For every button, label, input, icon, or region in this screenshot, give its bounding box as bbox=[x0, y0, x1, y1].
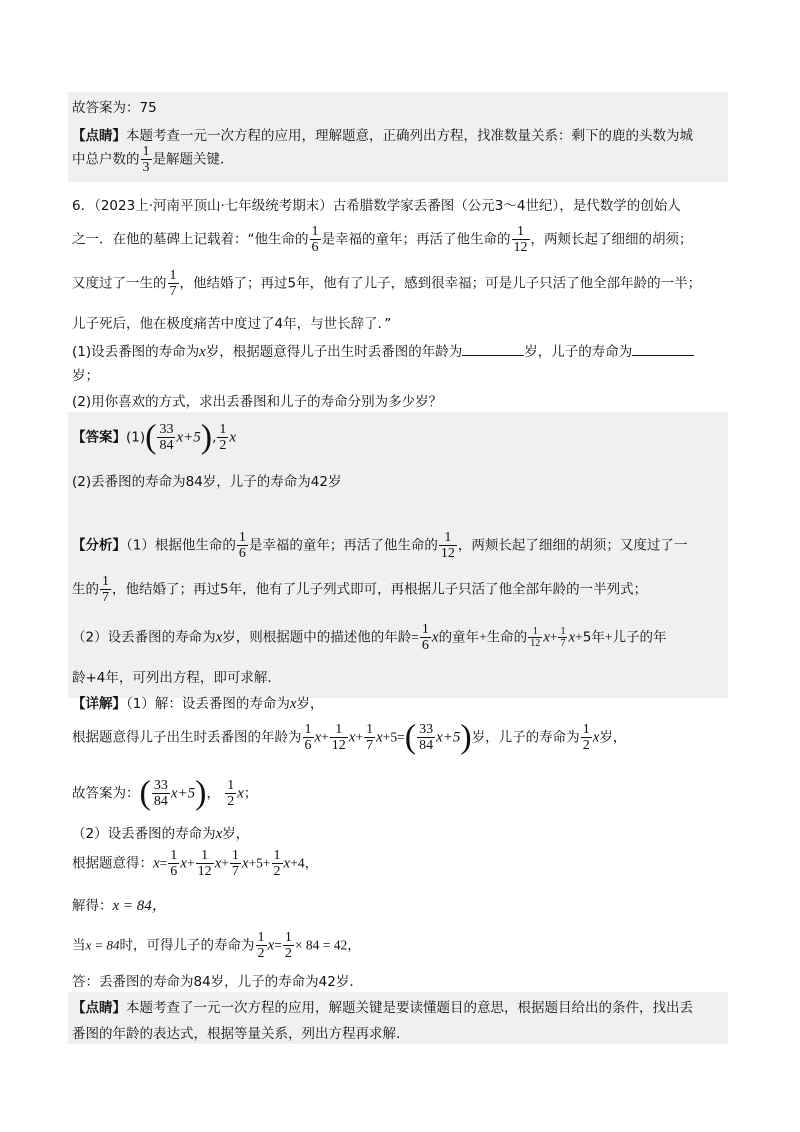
fraction-one-sixth bbox=[303, 722, 314, 753]
frac-num: 33 bbox=[153, 778, 168, 793]
q6-part1-end bbox=[72, 364, 99, 384]
var-x: x bbox=[215, 629, 223, 646]
frac-num: 1 bbox=[560, 626, 566, 637]
frac-num: 1 bbox=[304, 722, 312, 737]
var-x: x bbox=[568, 629, 576, 646]
expr-tail: x+5 bbox=[176, 429, 201, 446]
frac-den: 6 bbox=[170, 864, 178, 879]
fraction-one-seventh bbox=[168, 268, 179, 299]
analysis-line1 bbox=[72, 530, 687, 561]
var-x: x bbox=[180, 855, 187, 872]
analysis-a1a: （1）根据他生命的 bbox=[126, 537, 236, 554]
fraction-one-twelfth bbox=[196, 848, 214, 879]
comma: ， bbox=[206, 785, 225, 802]
frac-num: 1 bbox=[231, 848, 239, 863]
frac-den: 2 bbox=[273, 864, 281, 879]
q6-part2 bbox=[72, 390, 442, 410]
var-x: x bbox=[215, 826, 223, 842]
analysis-a1b: 是幸福的童年；再活了他生命的 bbox=[248, 537, 438, 554]
detail-d4a: （2）设丢番图的寿命为 bbox=[72, 826, 216, 842]
fraction-one-seventh-small bbox=[558, 626, 567, 649]
fraction-one-seventh bbox=[364, 722, 375, 753]
analysis-tag: 【分析】 bbox=[72, 537, 126, 554]
detail-d6b: x = 84， bbox=[112, 898, 167, 914]
fraction-one-half bbox=[256, 930, 267, 961]
frac-num: 1 bbox=[238, 530, 246, 545]
paren-open: ( bbox=[145, 418, 157, 456]
frac-den: 3 bbox=[142, 160, 150, 175]
frac-den: 2 bbox=[219, 438, 227, 453]
prev-answer-line bbox=[72, 96, 157, 116]
frac-den: 12 bbox=[440, 546, 455, 561]
q6-p1d: 岁； bbox=[72, 368, 99, 384]
answer-line2 bbox=[72, 470, 341, 490]
q6-text-l2b: 是幸福的童年；再活了他生命的 bbox=[321, 231, 511, 248]
frac-num: 1 bbox=[102, 574, 109, 589]
var-x: x bbox=[267, 937, 275, 954]
frac-den: 6 bbox=[311, 240, 319, 255]
q6-part1 bbox=[72, 340, 694, 361]
frac-den: 7 bbox=[366, 738, 374, 753]
expr-tail: x+5 bbox=[436, 729, 461, 746]
paren-close: ) bbox=[200, 418, 213, 456]
q6-number: 6． bbox=[72, 198, 95, 214]
var-x: x bbox=[289, 696, 297, 712]
frac-den: 7 bbox=[231, 864, 239, 879]
detail-line7: 当x = 84时，可得儿子的寿命为 $\frac{1}{2}$ x= $\frac{1}{2}$ × 84 = 42， bbox=[72, 930, 361, 961]
frac-den: 7 bbox=[169, 284, 177, 299]
comma: , bbox=[212, 429, 217, 446]
var-x: x bbox=[153, 855, 160, 872]
fraction-one-sixth bbox=[420, 622, 431, 653]
frac-den: 84 bbox=[419, 738, 434, 753]
comment-c1: 本题考查了一元一次方程的应用，解题关键是要读懂题目的意思，根据题目给出的条件，找出丢 bbox=[126, 1000, 693, 1016]
frac-num: 1 bbox=[142, 144, 150, 159]
fraction-one-half bbox=[272, 848, 283, 879]
analysis-line4 bbox=[72, 666, 281, 686]
prev-comment-tag: 【点睛】 bbox=[72, 128, 126, 144]
semicolon: ； bbox=[243, 785, 258, 802]
frac-num: 1 bbox=[227, 778, 235, 793]
prev-comment-text: 本题考查一元一次方程的应用，理解题意，正确列出方程，找准数量关系：剩下的鹿的头数为城 bbox=[126, 128, 693, 144]
detail-d2c: 岁， bbox=[599, 729, 627, 746]
q6-text-l2c: ，两颊长起了细细的胡须； bbox=[530, 231, 693, 248]
frac-num: 1 bbox=[219, 422, 227, 437]
prev-comment-line2 bbox=[72, 144, 234, 175]
frac-num: 1 bbox=[439, 530, 457, 546]
expr-tail: x+5 bbox=[170, 785, 196, 802]
var-x: x bbox=[376, 729, 383, 746]
frac-den: 6 bbox=[421, 638, 429, 653]
answer-blank-2 bbox=[632, 343, 694, 356]
frac-den: 2 bbox=[582, 738, 590, 753]
paren-close: ) bbox=[460, 718, 472, 756]
frac-den: 84 bbox=[153, 794, 168, 809]
q6-text-l3b: ，他结婚了；再过5年，他有了儿子，感到很幸福；可是儿子只活了他全部年龄的一半； bbox=[179, 275, 702, 292]
frac-num: 1 bbox=[512, 224, 530, 240]
detail-line1 bbox=[72, 692, 324, 713]
q6-line2 bbox=[72, 224, 693, 255]
detail-d2b: 岁，儿子的寿命为 bbox=[471, 729, 580, 746]
frac-den: 12 bbox=[513, 240, 528, 255]
detail-line2: 根据题意得儿子出生时丢番图的年龄为 $\frac{1}{6}$ x+ $\frac{1}{12}$ x+ $\frac{1}{7}$ x+5=( $\frac{33}{84}$ x+5)岁，儿子的寿命为 $\frac{1}{2}$ x岁， bbox=[72, 718, 627, 756]
q6-p2: (2)用你喜欢的方式，求出丢番图和儿子的寿命分别为多少岁？ bbox=[72, 394, 443, 410]
detail-d6a: 解得： bbox=[72, 898, 113, 914]
frac-num: 1 bbox=[528, 626, 542, 638]
fraction-one-seventh bbox=[100, 574, 111, 605]
frac-den: 7 bbox=[560, 638, 566, 649]
q6-text-line1: 古希腊数学家丢番图（公元3～4世纪），是代数学的创始人 bbox=[332, 198, 681, 214]
analysis-a1c: ，两颊长起了细细的胡须；又度过了一 bbox=[457, 537, 688, 554]
fraction-one-half bbox=[217, 422, 228, 453]
fraction-one-sixth bbox=[310, 224, 321, 255]
frac-num: 1 bbox=[257, 930, 265, 945]
detail-d4b: 岁， bbox=[222, 826, 250, 842]
prev-comment-text2a: 中总户数的 bbox=[72, 151, 140, 168]
var-x: x bbox=[241, 855, 249, 872]
fraction-one-twelfth bbox=[439, 530, 457, 561]
analysis-a3f: 儿子的年 bbox=[612, 629, 667, 646]
detail-d8: 答：丢番图的寿命为84岁，儿子的寿命为42岁． bbox=[72, 974, 363, 990]
answer-line1 bbox=[72, 418, 237, 456]
comment-tag: 【点睛】 bbox=[72, 1000, 126, 1016]
var-x: x bbox=[592, 729, 600, 746]
frac-den: 6 bbox=[238, 546, 246, 561]
frac-num: 33 bbox=[159, 422, 174, 437]
var-x: x bbox=[431, 629, 439, 646]
answer-tag: 【答案】 bbox=[72, 429, 126, 446]
frac-den: 12 bbox=[331, 738, 346, 753]
fraction-33-84 bbox=[417, 722, 435, 753]
fraction-one-twelfth-small bbox=[528, 626, 542, 649]
frac-num: 1 bbox=[170, 848, 178, 863]
frac-den: 84 bbox=[159, 438, 174, 453]
q6-text-l4: 儿子死后，他在极度痛苦中度过了4年，与世长辞了．” bbox=[72, 316, 392, 332]
detail-line5: 根据题意得：x= $\frac{1}{6}$ x+ $\frac{1}{12}$ x+ $\frac{1}{7}$ x+5+ $\frac{1}{2}$ x+4， bbox=[72, 848, 319, 879]
q6-line3 bbox=[72, 268, 701, 299]
fraction-one-sixth bbox=[168, 848, 179, 879]
fraction-one-half bbox=[225, 778, 236, 809]
fraction-one-half bbox=[581, 722, 592, 753]
prev-answer-value: 75 bbox=[139, 100, 157, 116]
answer-part1: (1) bbox=[126, 429, 146, 446]
comment-c2: 番图的年龄的表达式，根据等量关系，列出方程再求解． bbox=[72, 1026, 410, 1042]
detail-line4 bbox=[72, 822, 249, 843]
fraction-one-half bbox=[283, 930, 294, 961]
frac-num: 1 bbox=[196, 848, 214, 864]
prev-answer-label: 故答案为： bbox=[72, 100, 140, 116]
analysis-a3a: （2）设丢番图的寿命为 bbox=[72, 629, 216, 646]
answer-line2-text: (2)丢番图的寿命为84岁，儿子的寿命为42岁 bbox=[72, 474, 342, 490]
detail-d7b: x = 84 bbox=[85, 937, 120, 953]
q6-line4 bbox=[72, 312, 391, 332]
frac-num: 1 bbox=[330, 722, 348, 738]
prev-comment-text2b: 是解题关键． bbox=[152, 151, 234, 168]
frac-den: 12 bbox=[530, 638, 541, 649]
frac-num: 33 bbox=[419, 722, 434, 737]
detail-line3 bbox=[72, 774, 258, 812]
detail-d1b: 岁， bbox=[296, 696, 324, 712]
var-x: x bbox=[314, 729, 322, 746]
fraction-one-sixth bbox=[237, 530, 248, 561]
var-x: x bbox=[199, 344, 206, 360]
frac-num: 1 bbox=[366, 722, 374, 737]
q6-p1a: (1)设丢番图的寿命为 bbox=[72, 344, 200, 360]
detail-d2a: 根据题意得儿子出生时丢番图的年龄为 bbox=[72, 729, 302, 746]
answer-blank-1 bbox=[462, 343, 524, 356]
detail-d7d: × 84 = 42， bbox=[294, 937, 361, 953]
analysis-a3d: 生命的 bbox=[486, 629, 528, 646]
frac-den: 7 bbox=[102, 590, 109, 605]
var-x: x bbox=[229, 429, 237, 446]
detail-line6 bbox=[72, 894, 167, 915]
detail-d5a: 根据题意得： bbox=[72, 855, 153, 872]
paren-open: ( bbox=[404, 718, 417, 756]
paren-close: ) bbox=[195, 774, 207, 812]
q6-text-l2a: 之一．在他的墓碑上记载着：“他生命的 bbox=[72, 231, 309, 248]
frac-num: 1 bbox=[169, 268, 177, 283]
frac-den: 2 bbox=[227, 794, 235, 809]
frac-den: 6 bbox=[304, 738, 312, 753]
var-x: x bbox=[237, 785, 244, 802]
var-x: x bbox=[543, 629, 550, 646]
var-x: x bbox=[348, 729, 356, 746]
prev-comment-line1 bbox=[72, 124, 693, 144]
detail-line8 bbox=[72, 970, 363, 990]
analysis-a2a: 生的 bbox=[72, 581, 99, 598]
frac-num: 1 bbox=[582, 722, 590, 737]
analysis-a3e: 5年 bbox=[582, 629, 605, 646]
analysis-a3b: 岁，则根据题中的描述他的年龄 bbox=[222, 629, 412, 646]
fraction-one-twelfth bbox=[512, 224, 530, 255]
analysis-a3c: 的童年 bbox=[438, 629, 480, 646]
frac-num: 1 bbox=[284, 930, 292, 945]
analysis-line2 bbox=[72, 574, 647, 605]
detail-d3a: 故答案为： bbox=[72, 785, 140, 802]
fraction-33-84 bbox=[157, 422, 175, 453]
detail-d7a: 当 bbox=[72, 937, 86, 954]
q6-p1c: 岁，儿子的寿命为 bbox=[524, 344, 633, 360]
fraction-one-twelfth bbox=[330, 722, 348, 753]
var-x: x bbox=[214, 855, 222, 872]
analysis-a4: 龄+4年，可列出方程，即可求解． bbox=[72, 670, 281, 686]
frac-den: 2 bbox=[257, 946, 265, 961]
q6-source: （2023上·河南平顶山·七年级统考期末） bbox=[94, 198, 333, 214]
frac-num: 1 bbox=[273, 848, 281, 863]
comment-line2 bbox=[72, 1022, 410, 1042]
analysis-line3: （2）设丢番图的寿命为x岁，则根据题中的描述他的年龄= $\frac{1}{6}$ x的童年+生命的 $\frac{1}{12}$ x+ $\frac{1}{7}$ x+5年+儿子的年 bbox=[72, 622, 667, 653]
q6-text-l3a: 又度过了一生的 bbox=[72, 275, 167, 292]
var-x: x bbox=[283, 855, 291, 872]
fraction-one-third bbox=[141, 144, 152, 175]
detail-tag: 【详解】 bbox=[72, 696, 126, 712]
frac-num: 1 bbox=[311, 224, 319, 239]
paren-open: ( bbox=[139, 774, 151, 812]
frac-den: 12 bbox=[197, 864, 212, 879]
comment-line1 bbox=[72, 996, 693, 1016]
frac-num: 1 bbox=[421, 622, 429, 637]
detail-d1: （1）解：设丢番图的寿命为 bbox=[126, 696, 290, 712]
analysis-a2b: ，他结婚了；再过5年，他有了儿子列式即可，再根据儿子只活了他全部年龄的一半列式； bbox=[112, 581, 648, 598]
frac-den: 2 bbox=[284, 946, 292, 961]
fraction-one-seventh bbox=[230, 848, 241, 879]
q6-p1b: 岁，根据题意得儿子出生时丢番图的年龄为 bbox=[205, 344, 463, 360]
detail-d7c: 时，可得儿子的寿命为 bbox=[119, 937, 255, 954]
fraction-33-84 bbox=[152, 778, 170, 809]
q6-line1 bbox=[72, 194, 681, 214]
